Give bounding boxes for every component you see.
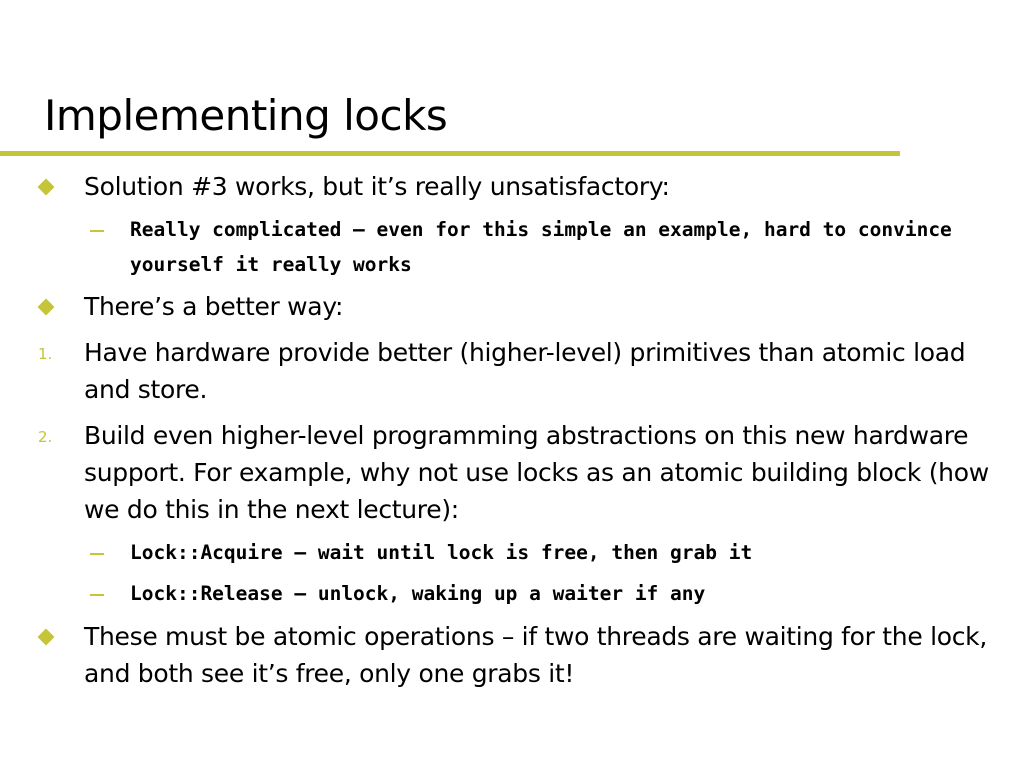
bullet-text: Solution #3 works, but it’s really unsatisfactory: bbox=[84, 172, 670, 201]
diamond-bullet-icon bbox=[38, 299, 55, 316]
title-underline bbox=[0, 151, 900, 156]
numbered-text: Have hardware provide better (higher-level) primitives than atomic load and store. bbox=[84, 338, 966, 404]
list-number: 2. bbox=[38, 428, 53, 446]
dash-bullet-icon bbox=[90, 553, 104, 555]
bullet-text: There’s a better way: bbox=[84, 292, 344, 321]
diamond-bullet-icon bbox=[38, 629, 55, 646]
dash-bullet-icon bbox=[90, 230, 104, 232]
slide-title: Implementing locks bbox=[44, 91, 448, 140]
numbered-text: Build even higher-level programming abstractions on this new hardware support. For example, why not use locks as an atomic building block (how we do this in the next lecture): bbox=[84, 421, 989, 524]
sub-bullet-text: Lock::Release – unlock, waking up a waiter if any bbox=[130, 582, 706, 605]
bullet-text: These must be atomic operations – if two threads are waiting for the lock, and both see it’s free, only one grabs it! bbox=[84, 622, 987, 688]
sub-bullet-text: Lock::Acquire – wait until lock is free, then grab it bbox=[130, 541, 753, 564]
diamond-bullet-icon bbox=[38, 179, 55, 196]
dash-bullet-icon bbox=[90, 594, 104, 596]
list-number: 1. bbox=[38, 345, 53, 363]
sub-bullet-text: Really complicated – even for this simple an example, hard to convince yourself it really works bbox=[130, 218, 952, 276]
